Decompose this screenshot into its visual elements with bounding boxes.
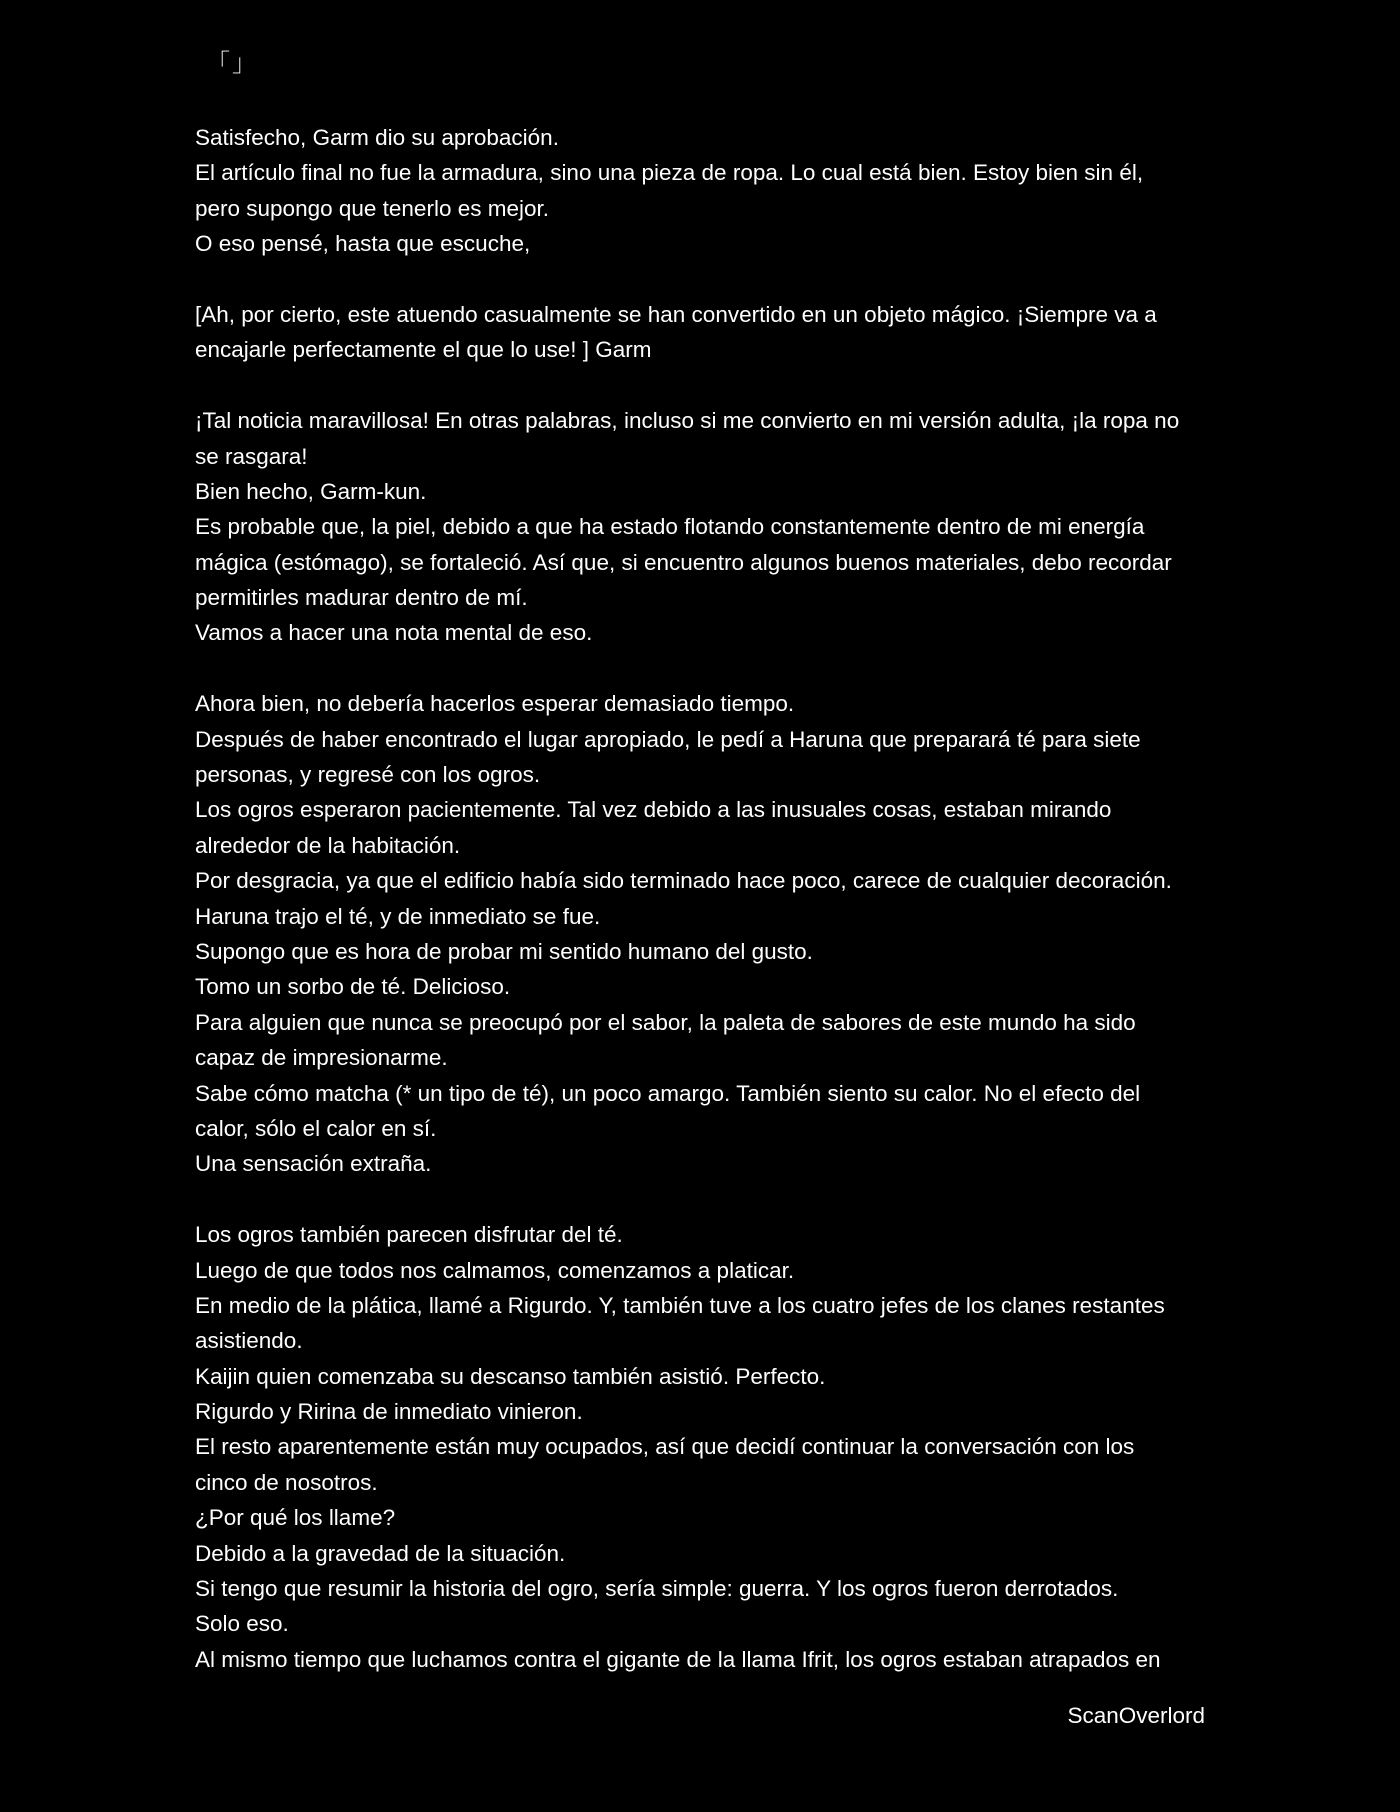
text-line: En medio de la plática, llamé a Rigurdo. Y, también tuve a los cuatro jefes de los clanes restantes bbox=[195, 1292, 1165, 1318]
text-line: Después de haber encontrado el lugar apropiado, le pedí a Haruna que preparará té para siete bbox=[195, 726, 1141, 752]
text-line: Solo eso. bbox=[195, 1611, 289, 1637]
text-line: Satisfecho, Garm dio su aprobación. bbox=[195, 125, 559, 150]
text-line: cinco de nosotros. bbox=[195, 1469, 378, 1495]
text-line: Si tengo que resumir la historia del ogro, sería simple: guerra. Y los ogros fueron derrotados. bbox=[195, 1576, 1119, 1602]
body-text bbox=[195, 120, 1205, 1677]
text-line: permitirles madurar dentro de mí. bbox=[195, 585, 528, 611]
text-line: personas, y regresé con los ogros. bbox=[195, 762, 541, 788]
text-line: ¿Por qué los llame? bbox=[195, 1505, 396, 1531]
text-line: asistiendo. bbox=[195, 1328, 303, 1354]
text-line: Tomo un sorbo de té. Delicioso. bbox=[195, 974, 511, 1000]
opening-bracket: 「」 bbox=[206, 50, 258, 77]
text-line: se rasgara! bbox=[195, 443, 308, 469]
text-line: Al mismo tiempo que luchamos contra el gigante de la llama Ifrit, los ogros estaban atrapados en bbox=[195, 1646, 1161, 1672]
text-line: encajarle perfectamente el que lo use! ] Garm bbox=[195, 337, 652, 363]
text-line: Rigurdo y Ririna de inmediato vinieron. bbox=[195, 1399, 583, 1425]
text-line: El resto aparentemente están muy ocupados, así que decidí continuar la conversación con los bbox=[195, 1434, 1135, 1460]
text-line: Kaijin quien comenzaba su descanso también asistió. Perfecto. bbox=[195, 1363, 826, 1389]
paragraph-gap bbox=[195, 262, 1205, 297]
text-line: Haruna trajo el té, y de inmediato se fue. bbox=[195, 903, 601, 929]
text-line: Bien hecho, Garm-kun. bbox=[195, 478, 427, 504]
text-line: Ahora bien, no debería hacerlos esperar demasiado tiempo. bbox=[195, 691, 795, 717]
text-line: alrededor de la habitación. bbox=[195, 832, 461, 858]
text-line: ¡Tal noticia maravillosa! En otras palabras, incluso si me convierto en mi versión adulta, ¡la ropa no bbox=[195, 408, 1180, 434]
text-line: Para alguien que nunca se preocupó por el sabor, la paleta de sabores de este mundo ha sido bbox=[195, 1009, 1136, 1035]
paragraph-gap bbox=[195, 1182, 1205, 1217]
text-line: pero supongo que tenerlo es mejor. bbox=[195, 195, 549, 221]
text-line: Los ogros esperaron pacientemente. Tal vez debido a las inusuales cosas, estaban mirando bbox=[195, 797, 1112, 823]
paragraph-gap bbox=[195, 368, 1205, 403]
watermark: ScanOverlord bbox=[1067, 1703, 1205, 1728]
text-line: Es probable que, la piel, debido a que ha estado flotando constantemente dentro de mi energía bbox=[195, 514, 1145, 540]
text-line: capaz de impresionarme. bbox=[195, 1045, 448, 1071]
text-line: Vamos a hacer una nota mental de eso. bbox=[195, 620, 593, 646]
text-line: Luego de que todos nos calmamos, comenzamos a platicar. bbox=[195, 1257, 795, 1283]
text-line: El artículo final no fue la armadura, sino una pieza de ropa. Lo cual está bien. Estoy bien sin él, bbox=[195, 160, 1144, 186]
text-line: Supongo que es hora de probar mi sentido humano del gusto. bbox=[195, 938, 813, 964]
text-line: calor, sólo el calor en sí. bbox=[195, 1115, 437, 1141]
paragraph-gap bbox=[195, 651, 1205, 686]
text-line: Debido a la gravedad de la situación. bbox=[195, 1540, 566, 1566]
text-line: Una sensación extraña. bbox=[195, 1151, 432, 1177]
text-line: [Ah, por cierto, este atuendo casualmente se han convertido en un objeto mágico. ¡Siempre va a bbox=[195, 301, 1157, 327]
text-line: mágica (estómago), se fortaleció. Así que, si encuentro algunos buenos materiales, debo recordar bbox=[195, 549, 1172, 575]
text-line: O eso pensé, hasta que escuche, bbox=[195, 231, 531, 257]
text-line: Sabe cómo matcha (* un tipo de té), un poco amargo. También siento su calor. No el efecto del bbox=[195, 1080, 1141, 1106]
text-line: Los ogros también parecen disfrutar del té. bbox=[195, 1222, 623, 1248]
text-line: Por desgracia, ya que el edificio había sido terminado hace poco, carece de cualquier decoración. bbox=[195, 868, 1172, 894]
